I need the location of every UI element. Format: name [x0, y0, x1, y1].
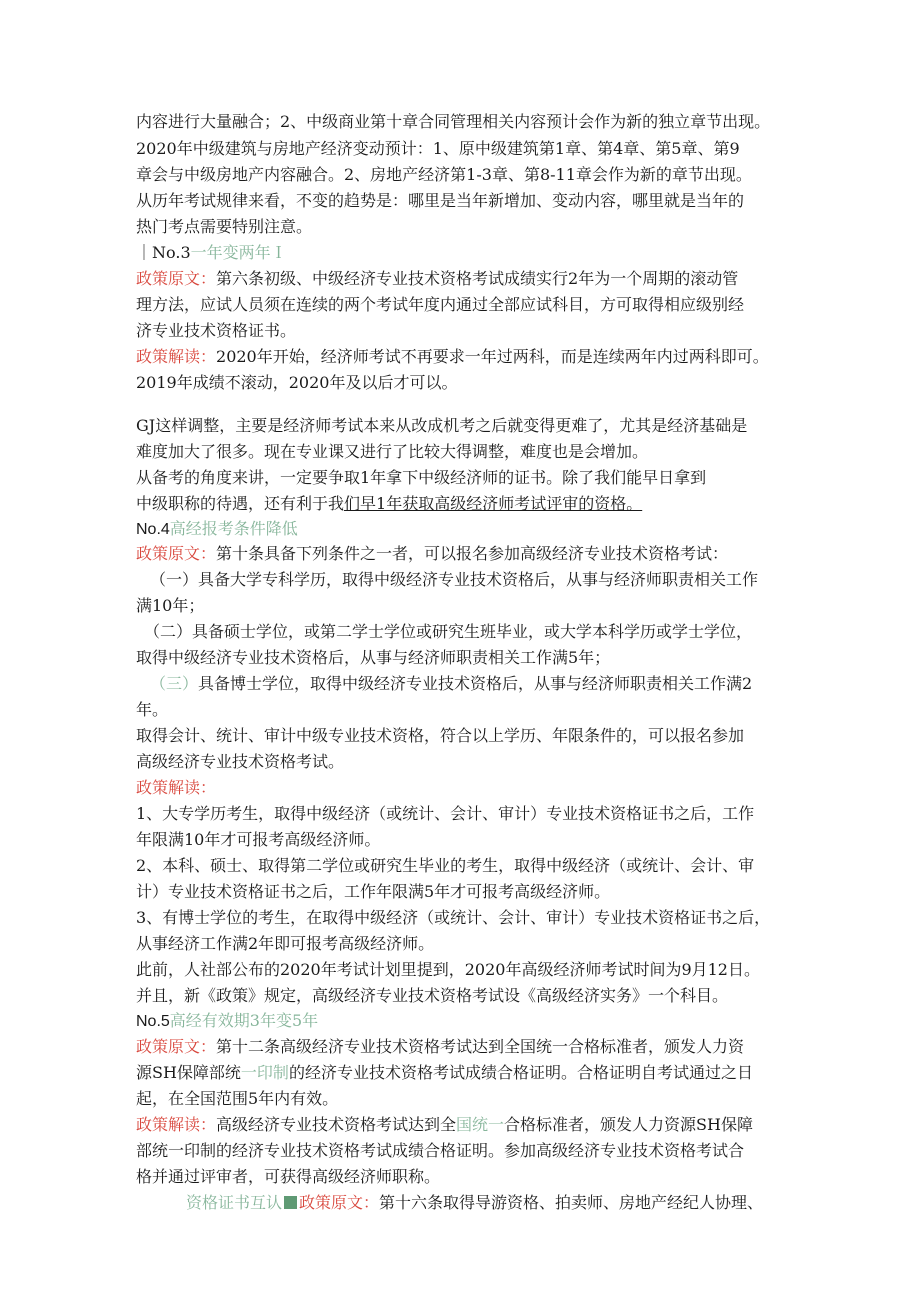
paragraph-line: 1、大专学历考生，取得中级经济（或统计、会计、审计）专业技术资格证书之后，工作 — [136, 804, 755, 823]
paragraph-line: 内容进行大量融合；2、中级商业第十章合同管理相关内容预计会作为新的独立章节出现。 — [136, 112, 771, 131]
paragraph-line: 年限满10年才可报考高级经济师。 — [136, 830, 381, 849]
paragraph-line: 2020年中级建筑与房地产经济变动预计：1、原中级建筑第1章、第4章、第5章、第9 — [136, 139, 740, 158]
paragraph-line: 源SH保障部统一印制的经济专业技术资格考试成绩合格证明。合格证明自考试通过之日 — [136, 1063, 753, 1082]
policy-original-line: 政策原文：第十条具备下列条件之一者，可以报名参加高级经济专业技术资格考试： — [136, 544, 729, 563]
paragraph-line: 2019年成绩不滚动，2020年及以后才可以。 — [136, 373, 458, 392]
paragraph-line: 高级经济专业技术资格考试。 — [136, 752, 345, 771]
list-item: （一）具备大学专科学历，取得中级经济专业技术资格后，从事与经济师职责相关工作 — [150, 570, 759, 589]
section-title: 高经有效期3年变5年 — [169, 1011, 319, 1030]
policy-interpretation-line: 政策解读：高级经济专业技术资格考试达到全国统一合格标准者，颁发人力资源SH保障 — [136, 1115, 753, 1134]
section-number: No.4 — [136, 521, 170, 538]
paragraph-line: 格并通过评审者，可获得高级经济师职称。 — [136, 1167, 441, 1186]
policy-original-line: 政策原文：第六条初级、中级经济专业技术资格考试成绩实行2年为一个周期的滚动管 — [136, 269, 739, 288]
paragraph-line: 济专业技术资格证书。 — [136, 321, 297, 340]
section-title: 资格证书互认 — [186, 1193, 283, 1212]
paragraph-line: 从历年考试规律来看，不变的趋势是：哪里是当年新增加、变动内容，哪里就是当年的 — [136, 191, 745, 210]
policy-label: 政策解读： — [136, 347, 217, 366]
paragraph-line: 计）专业技术资格证书之后，工作年限满5年才可报考高级经济师。 — [136, 882, 611, 901]
paragraph-line: 此前，人社部公布的2020年考试计划里提到，2020年高级经济师考试时间为9月12日。 — [136, 960, 760, 979]
highlight-text: 国统一 — [456, 1115, 505, 1134]
highlight-text: 一印制 — [240, 1063, 289, 1082]
policy-interpretation-line: 政策解读：2020年开始，经济师考试不再要求一年过两科，而是连续两年内过两科即可。 — [136, 347, 769, 366]
paragraph-line: 从事经济工作满2年即可报考高级经济师。 — [136, 934, 435, 953]
list-item: （三）具备博士学位，取得中级经济专业技术资格后，从事与经济师职责相关工作满2 — [150, 674, 753, 693]
paragraph-line: 3、有博士学位的考生，在取得中级经济（或统计、会计、审计）专业技术资格证书之后， — [136, 908, 771, 927]
paragraph-line: 年。 — [136, 700, 169, 719]
policy-label: 政策解读： — [136, 778, 217, 797]
policy-label: 政策原文： — [136, 1037, 217, 1056]
list-item: （二）具备硕士学位，或第二学士学位或研究生班毕业，或大学本科学历或学士学位， — [144, 622, 753, 641]
paragraph-line: 取得会计、统计、审计中级专业技术资格，符合以上学历、年限条件的，可以报名参加 — [136, 726, 745, 745]
section-title: 一年变两年Ｉ — [190, 243, 287, 262]
square-bullet-icon — [284, 1196, 297, 1209]
policy-interpretation-line — [136, 777, 216, 799]
paragraph-line: 2、本科、硕士、取得第二学位或研究生毕业的考生，取得中级经济（或统计、会计、审 — [136, 856, 755, 875]
paragraph-line: 满10年； — [136, 596, 205, 615]
section-number: ｜No.3 — [136, 243, 191, 262]
underlined-text: 们早1年获取高级经济师考试评审的资格。 — [344, 494, 643, 513]
section-number: No.5 — [136, 1013, 170, 1030]
paragraph-line: 取得中级经济专业技术资格后，从事与经济师职责相关工作满5年； — [136, 648, 611, 667]
policy-label: 政策原文： — [136, 544, 217, 563]
paragraph-line: 并且，新《政策》规定，高级经济专业技术资格考试设《高级经济实务》一个科目。 — [136, 986, 729, 1005]
section-heading-certificates: 资格证书互认 政策原文：第十六条取得导游资格、拍卖师、房地产经纪人协理、 — [186, 1193, 764, 1212]
paragraph-line: 中级职称的待遇，还有利于我们早1年获取高级经济师考试评审的资格。 — [136, 494, 643, 513]
policy-original-line: 政策原文：第十二条高级经济专业技术资格考试达到全国统一合格标准者，颁发人力资 — [136, 1037, 745, 1056]
policy-label: 政策原文： — [299, 1193, 380, 1212]
paragraph-line: 起，在全国范围5年内有效。 — [136, 1089, 339, 1108]
policy-label: 政策解读： — [136, 1115, 217, 1134]
section-title: 高经报考条件降低 — [169, 519, 298, 538]
section-heading-no3 — [136, 242, 287, 264]
paragraph-line: 难度加大了很多。现在专业课又进行了比较大得调整，难度也是会增加。 — [136, 442, 649, 461]
paragraph-line: 部统一印制的经济专业技术资格考试成绩合格证明。参加高级经济专业技术资格考试合 — [136, 1141, 745, 1160]
paragraph-line: GJ这样调整，主要是经济师考试本来从改成机考之后就变得更难了，尤其是经济基础是 — [136, 416, 748, 435]
list-marker: （三） — [150, 674, 199, 693]
section-heading-no5 — [136, 1010, 318, 1032]
paragraph-line: 从备考的角度来讲，一定要争取1年拿下中级经济师的证书。除了我们能早日拿到 — [136, 468, 707, 487]
paragraph-line: 理方法，应试人员须在连续的两个考试年度内通过全部应试科目，方可取得相应级别经 — [136, 295, 745, 314]
policy-label: 政策原文： — [136, 269, 217, 288]
section-heading-no4 — [136, 518, 298, 540]
paragraph-line: 章会与中级房地产内容融合。2、房地产经济第1-3章、第8-11章会作为新的章节出现。 — [136, 165, 752, 184]
paragraph-line: 热门考点需要特别注意。 — [136, 217, 313, 236]
